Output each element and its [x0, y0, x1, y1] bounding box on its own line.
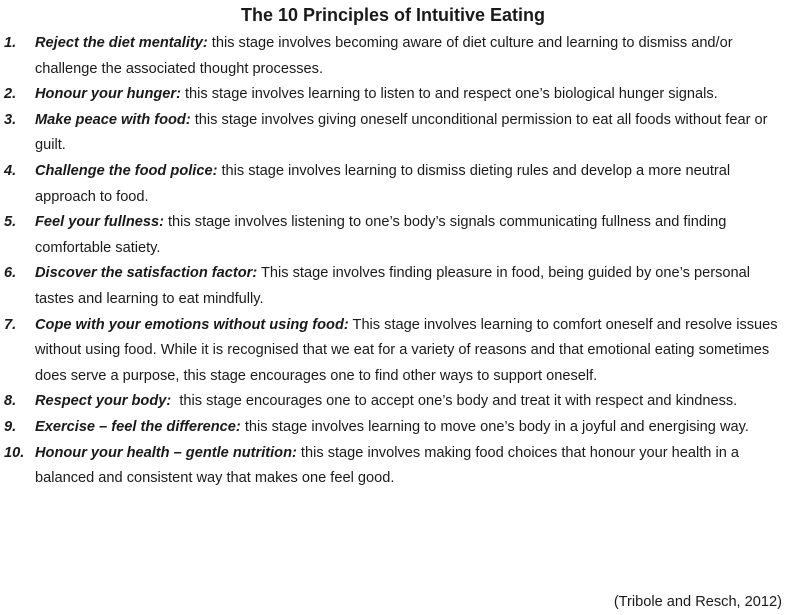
principle-number: 9.: [4, 418, 17, 435]
principle-term: Make peace with food:: [35, 111, 191, 128]
principle-description: this stage involves listening to one’s body’s signals communicating fullness and finding comfortable satiety.: [35, 214, 727, 256]
principle-item-1: [4, 31, 780, 82]
principle-term: Honour your health – gentle nutrition:: [35, 444, 297, 461]
principle-term: Honour your hunger:: [35, 86, 181, 103]
principle-item-2: [4, 82, 780, 108]
principle-description: this stage encourages one to accept one’s body and treat it with respect and kindness.: [171, 393, 738, 410]
principle-term: Exercise – feel the difference:: [35, 418, 241, 435]
principle-number: 3.: [4, 111, 17, 128]
principle-number: 4.: [4, 162, 17, 179]
principle-term: Feel your fullness:: [35, 214, 164, 231]
principle-item-8: [4, 389, 780, 415]
principle-term: Reject the diet mentality:: [35, 35, 208, 51]
principle-item-7: [4, 313, 780, 390]
principle-description: this stage involves becoming aware of diet culture and learning to dismiss and/or challenge the associated thought processes.: [35, 35, 733, 77]
principle-description: this stage involves learning to move one’s body in a joyful and energising way.: [240, 418, 749, 435]
principle-description: this stage involves making food choices that honour your health in a balanced and consistent way that makes one feel good.: [35, 444, 740, 487]
principle-description: This stage involves finding pleasure in food, being guided by one’s personal tastes and learning to eat mindfully.: [35, 265, 750, 307]
citation: (Tribole and Resch, 2012): [613, 594, 782, 610]
principle-description: this stage involves giving oneself unconditional permission to eat all foods without fear or guilt.: [35, 111, 768, 154]
principle-description: this stage involves learning to dismiss dieting rules and develop a more neutral approach to food.: [35, 162, 731, 205]
principle-item-10: [4, 441, 780, 492]
principle-term: Cope with your emotions without using food:: [35, 316, 349, 333]
principle-term: Challenge the food police:: [35, 162, 218, 179]
principle-description: this stage involves learning to listen to and respect one’s biological hunger signals.: [180, 86, 718, 103]
principle-item-3: [4, 108, 780, 159]
principle-number: 1.: [4, 35, 17, 51]
principle-number: 8.: [4, 393, 17, 410]
principle-number: 5.: [4, 214, 17, 231]
principle-item-5: [4, 210, 780, 261]
principle-item-6: [4, 261, 780, 312]
principle-term: Discover the satisfaction factor:: [35, 265, 258, 282]
principle-number: 6.: [4, 265, 17, 282]
principle-number: 2.: [4, 86, 17, 103]
principle-description: This stage involves learning to comfort oneself and resolve issues without using food. While it is recognised that we eat for a variety of reasons and that emotional eating sometimes does serve a purpose, this stage encourages one to find other ways to support oneself.: [35, 316, 778, 384]
principle-term: Respect your body:: [35, 393, 172, 410]
principle-item-4: [4, 159, 780, 210]
principle-number: 7.: [4, 316, 17, 333]
principles-list: [4, 31, 780, 492]
principle-number: 10.: [4, 444, 25, 461]
document-title: The 10 Principles of Intuitive Eating: [240, 5, 546, 25]
principle-item-9: [4, 415, 780, 441]
